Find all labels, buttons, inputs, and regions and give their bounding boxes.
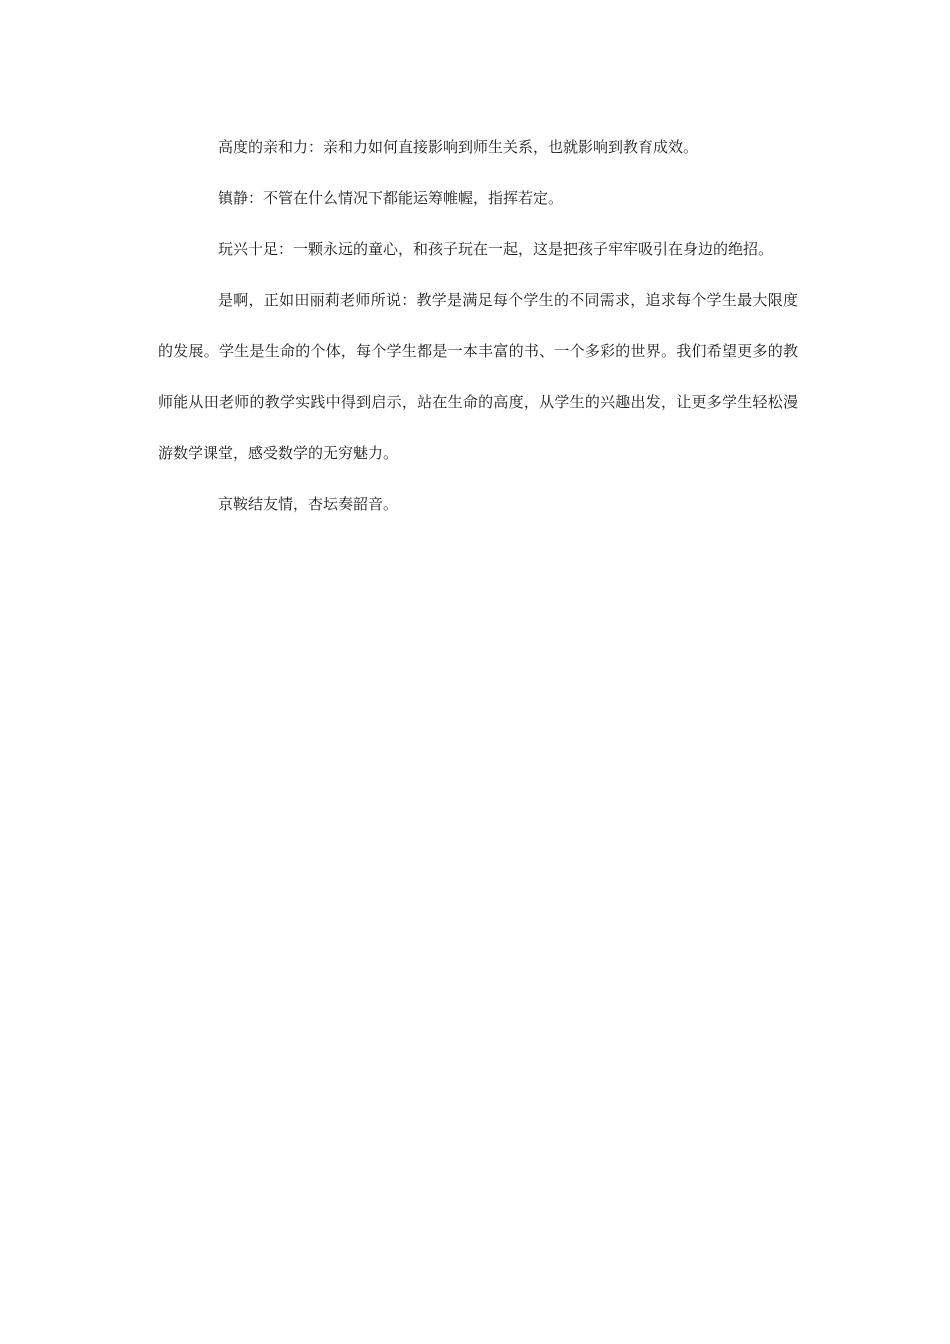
paragraph-closing: 京鞍结友情，杏坛奏韶音。 (218, 495, 399, 513)
paragraph-teaching-summary: 是啊，正如田丽莉老师所说：教学是满足每个学生的不同需求，追求每个学生最大限度的发展。学生是生命的个体，每个学生都是一本丰富的书、一个多彩的世界。我们希望更多的教师能从田老师的教学实践中得到启示，站在生命的高度，从学生的兴趣出发，让更多学生轻松漫游数学课堂，感受数学的无穷魅力。 (158, 291, 798, 462)
document-body (158, 122, 798, 530)
paragraph-playful: 玩兴十足：一颗永远的童心，和孩子玩在一起，这是把孩子牢牢吸引在身边的绝招。 (218, 240, 774, 258)
paragraph-affinity: 高度的亲和力：亲和力如何直接影响到师生关系，也就影响到教育成效。 (218, 138, 699, 156)
paragraph-calm: 镇静：不管在什么情况下都能运筹帷幄，指挥若定。 (218, 189, 564, 207)
